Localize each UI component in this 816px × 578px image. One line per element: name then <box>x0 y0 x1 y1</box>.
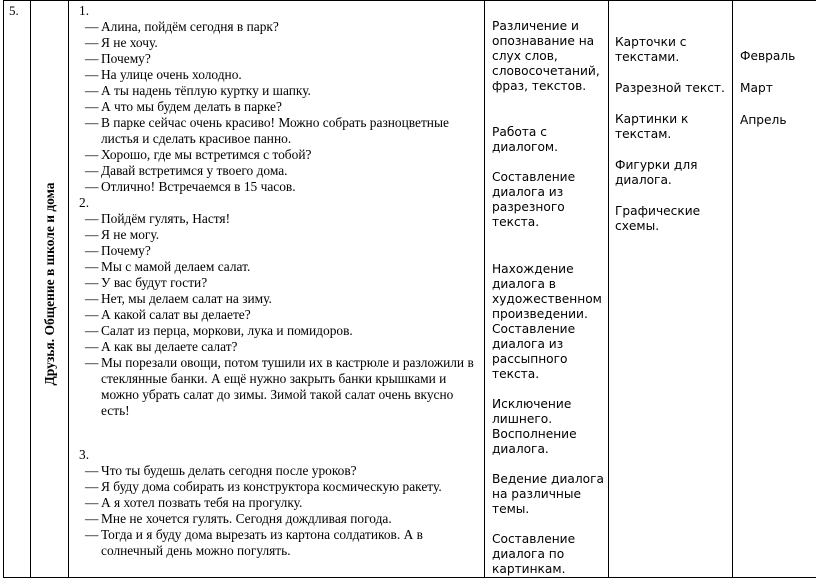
activity-item: Ведение диалога на различные темы. <box>492 472 604 517</box>
dialog-line <box>75 511 480 527</box>
activities-list <box>485 1 608 577</box>
materials-list <box>609 1 732 234</box>
dialog-line <box>75 339 480 355</box>
dialog-dash: — <box>75 495 101 511</box>
dialog-line <box>75 323 480 339</box>
dialog-line <box>75 99 480 115</box>
dialog-line <box>75 259 480 275</box>
dialog-line <box>75 179 480 195</box>
material-item: Фигурки для диалога. <box>615 158 728 188</box>
dialog-line-text: Почему? <box>101 243 480 259</box>
activity-item: Восполнение диалога. <box>492 427 604 457</box>
materials-cell <box>609 1 733 578</box>
dialog-line-text: А ты надень тёплую куртку и шапку. <box>101 83 480 99</box>
dialog-line-text: Нет, мы делаем салат на зиму. <box>101 291 480 307</box>
activity-item: Составление диалога из разрезного текста. <box>492 170 604 230</box>
dialog-dash: — <box>75 339 101 355</box>
dialog-line-text: Салат из перца, моркови, лука и помидоров. <box>101 323 480 339</box>
dialog-dash: — <box>75 275 101 291</box>
dialog-line-text: А как вы делаете салат? <box>101 339 480 355</box>
dialog-line <box>75 19 480 35</box>
dialog-dash: — <box>75 163 101 179</box>
months-cell <box>733 1 816 578</box>
dialog-dash: — <box>75 527 101 559</box>
dialog-line-text: А что мы будем делать в парке? <box>101 99 480 115</box>
dialog-line <box>75 115 480 147</box>
dialog-dash: — <box>75 323 101 339</box>
dialog-dash: — <box>75 511 101 527</box>
dialog-dash: — <box>75 51 101 67</box>
activity-item: Различение и опознавание на слух слов, словосочетаний, фраз, текстов. <box>492 19 604 94</box>
activities-cell <box>485 1 609 578</box>
dialog-line <box>75 495 480 511</box>
dialog-line <box>75 291 480 307</box>
dialog-dash: — <box>75 291 101 307</box>
dialog-line <box>75 463 480 479</box>
dialog-line <box>75 35 480 51</box>
dialog-line <box>75 307 480 323</box>
dialog-line-text: Давай встретимся у твоего дома. <box>101 163 480 179</box>
dialog-dash: — <box>75 243 101 259</box>
dialog-line-text: А какой салат вы делаете? <box>101 307 480 323</box>
activity-item: Исключение лишнего. <box>492 397 604 427</box>
dialog-line <box>75 67 480 83</box>
dialog-dash: — <box>75 227 101 243</box>
dialog-line-text: Пойдём гулять, Настя! <box>101 211 480 227</box>
dialog-line-text: На улице очень холодно. <box>101 67 480 83</box>
dialog-number: 3. <box>79 447 480 463</box>
dialog-line <box>75 227 480 243</box>
dialog-dash: — <box>75 83 101 99</box>
months-list <box>733 1 816 128</box>
dialog-line <box>75 243 480 259</box>
dialog-line-text: Я не хочу. <box>101 35 480 51</box>
dialog-dash: — <box>75 35 101 51</box>
dialog-dash: — <box>75 179 101 195</box>
dialog-number: 2. <box>79 195 480 211</box>
material-item: Картинки к текстам. <box>615 112 728 142</box>
material-item: Карточки с текстами. <box>615 35 728 65</box>
table-row <box>4 1 816 578</box>
activity-item: Нахождение диалога в художественном произведении. <box>492 262 604 322</box>
activity-item: Работа с диалогом. <box>492 125 604 155</box>
dialog-dash: — <box>75 307 101 323</box>
dialog-line <box>75 527 480 559</box>
dialog-line-text: Отлично! Встречаемся в 15 часов. <box>101 179 480 195</box>
theme-cell <box>31 1 69 578</box>
dialog-line <box>75 163 480 179</box>
dialog-line <box>75 211 480 227</box>
dialog-dash: — <box>75 115 101 147</box>
dialog-line-text: Я не могу. <box>101 227 480 243</box>
material-item: Разрезной текст. <box>615 81 728 96</box>
material-item: Графические схемы. <box>615 204 728 234</box>
curriculum-table <box>3 0 816 578</box>
dialog-line <box>75 275 480 291</box>
dialog-dash: — <box>75 463 101 479</box>
dialog-line-text: Мне не хочется гулять. Сегодня дождливая погода. <box>101 511 480 527</box>
dialog-line <box>75 147 480 163</box>
dialog-line-text: Хорошо, где мы встретимся с тобой? <box>101 147 480 163</box>
dialog-dash: — <box>75 259 101 275</box>
activity-item: Составление диалога по картинкам. <box>492 532 604 577</box>
dialog-number: 1. <box>79 3 480 19</box>
dialog-line-text: У вас будут гости? <box>101 275 480 291</box>
dialog-dash: — <box>75 479 101 495</box>
dialog-dash: — <box>75 99 101 115</box>
dialog-line <box>75 355 480 419</box>
dialog-line <box>75 83 480 99</box>
month-item: Февраль <box>740 49 816 64</box>
dialog-line <box>75 479 480 495</box>
dialog-line-text: А я хотел позвать тебя на прогулку. <box>101 495 480 511</box>
dialog-line <box>75 51 480 67</box>
dialog-line-text: Мы порезали овощи, потом тушили их в кастрюле и разложили в стеклянные банки. А ещё нужно закрыть банки крышками и можно убрать салат до зимы. Зимой такой салат очень вкусно есть! <box>101 355 480 419</box>
dialog-line-text: В парке сейчас очень красиво! Можно собрать разноцветные листья и сделать красивое панно. <box>101 115 480 147</box>
dialog-gap <box>75 419 480 447</box>
dialog-line-text: Почему? <box>101 51 480 67</box>
month-item: Март <box>740 81 816 96</box>
number-cell <box>4 1 31 578</box>
dialog-dash: — <box>75 211 101 227</box>
dialog-line-text: Мы с мамой делаем салат. <box>101 259 480 275</box>
dialogs-list <box>69 1 484 559</box>
dialog-dash: — <box>75 147 101 163</box>
row-number: 5. <box>4 1 30 19</box>
dialog-dash: — <box>75 19 101 35</box>
dialog-line-text: Тогда и я буду дома вырезать из картона солдатиков. А в солнечный день можно погулять. <box>101 527 480 559</box>
month-item: Апрель <box>740 113 816 128</box>
dialog-line-text: Алина, пойдём сегодня в парк? <box>101 19 480 35</box>
dialog-line-text: Что ты будешь делать сегодня после уроков? <box>101 463 480 479</box>
dialog-dash: — <box>75 355 101 419</box>
theme-title: Друзья. Общение в школе и дома <box>42 182 58 385</box>
activity-item: Составление диалога из рассыпного текста. <box>492 322 604 382</box>
dialog-dash: — <box>75 67 101 83</box>
dialog-line-text: Я буду дома собирать из конструктора космическую ракету. <box>101 479 480 495</box>
dialogs-cell <box>69 1 485 578</box>
